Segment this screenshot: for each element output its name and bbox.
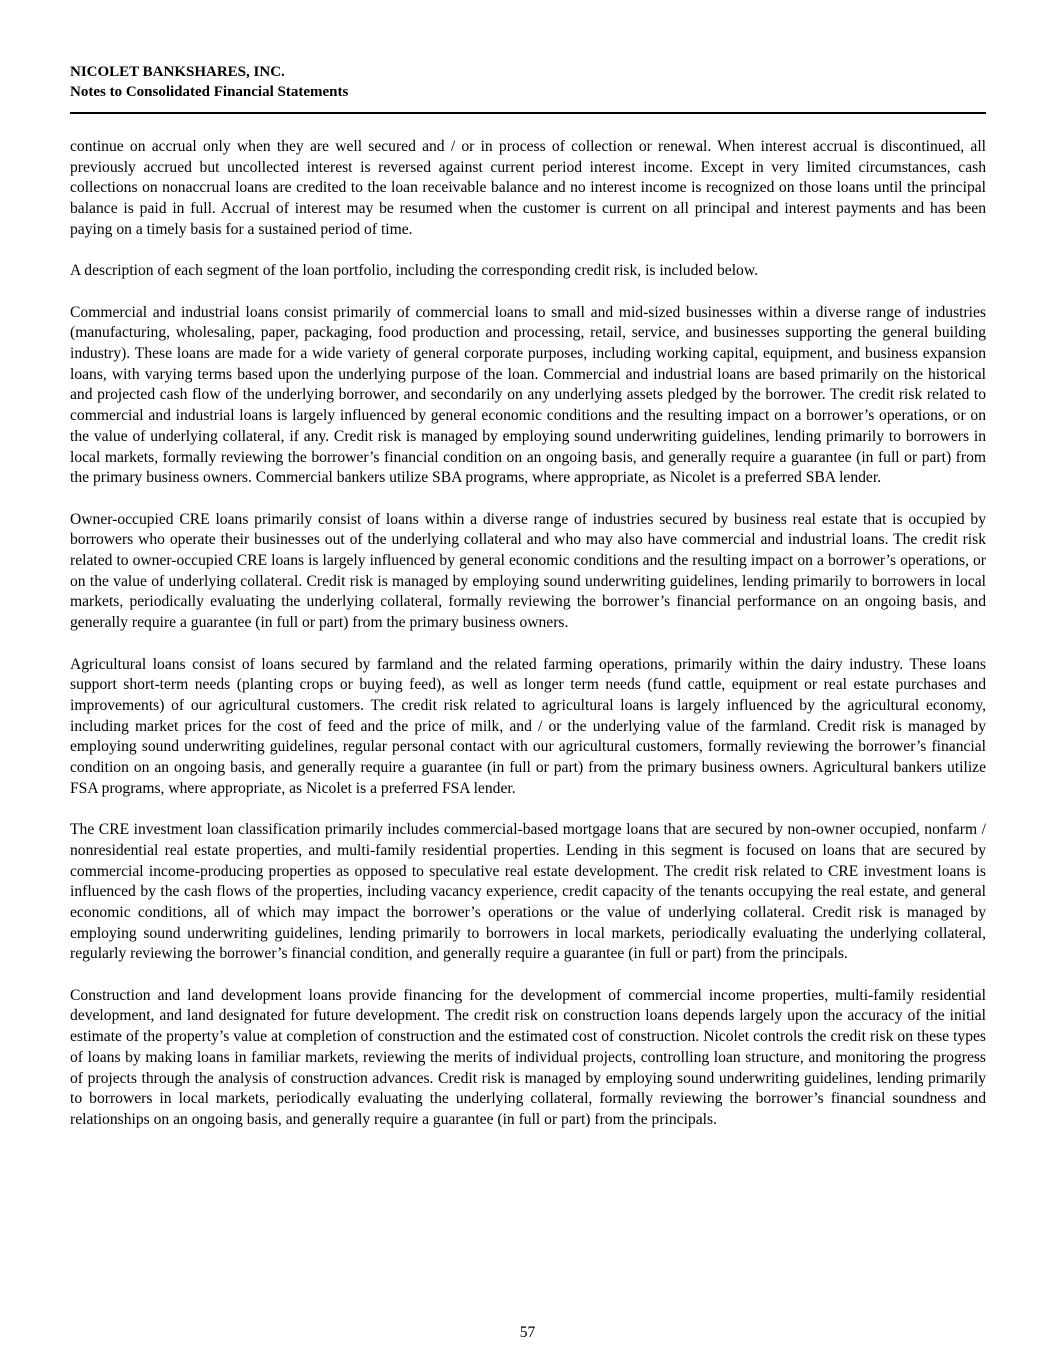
paragraph-accrual-continuation: continue on accrual only when they are well secured and / or in process of collection or renewal. When interest accrual is discontinued, all previously accrued but uncollected interest is reversed against current period interest income. Except in very limited circumstances, cash collections on nonaccrual loans are credited to the loan receivable balance and no interest income is recognized on those loans until the principal balance is paid in full. Accrual of interest may be resumed when the customer is current on all principal and interest payments and has been paying on a timely basis for a sustained period of time. <box>70 138 986 238</box>
document-body <box>70 137 986 1131</box>
document-subtitle: Notes to Consolidated Financial Statements <box>70 84 349 100</box>
paragraph-agricultural: Agricultural loans consist of loans secured by farmland and the related farming operations, primarily within the dairy industry. These loans support short-term needs (planting crops or buying feed), as well as longer term needs (fund cattle, equipment or real estate purchases and improvements) of our agricultural customers. The credit risk related to agricultural loans is largely influenced by the agricultural economy, including market prices for the cost of feed and the price of milk, and / or the underlying value of the farmland. Credit risk is managed by employing sound underwriting guidelines, regular personal contact with our agricultural customers, formally reviewing the borrower’s financial condition on an ongoing basis, and generally require a guarantee (in full or part) from the primary business owners. Agricultural bankers utilize FSA programs, where appropriate, as Nicolet is a preferred FSA lender. <box>70 655 986 797</box>
paragraph-owner-occupied-cre: Owner-occupied CRE loans primarily consist of loans within a diverse range of industries secured by business real estate that is occupied by borrowers who operate their businesses out of the underlying collateral and who may also have commercial and industrial loans. The credit risk related to owner-occupied CRE loans is largely influenced by general economic conditions and the resulting impact on a borrower’s operations, or on the value of underlying collateral. Credit risk is managed by employing sound underwriting guidelines, lending primarily to borrowers in local markets, periodically evaluating the underlying collateral, formally reviewing the borrower’s financial performance on an ongoing basis, and generally require a guarantee (in full or part) from the primary business owners. <box>70 510 986 632</box>
page-header <box>70 62 986 114</box>
paragraph-commercial-industrial: Commercial and industrial loans consist primarily of commercial loans to small and mid-sized businesses within a diverse range of industries (manufacturing, wholesaling, paper, packaging, food production and processing, retail, service, and businesses supporting the general building industry). These loans are made for a wide variety of general corporate purposes, including working capital, equipment, and business expansion loans, with varying terms based upon the underlying purpose of the loan. Commercial and industrial loans are based primarily on the historical and projected cash flow of the underlying borrower, and secondarily on any underlying assets pledged by the borrower. The credit risk related to commercial and industrial loans is largely influenced by general economic conditions and the resulting impact on a borrower’s operations, or on the value of underlying collateral, if any. Credit risk is managed by employing sound underwriting guidelines, lending primarily to borrowers in local markets, formally reviewing the borrower’s financial condition on an ongoing basis, and generally require a guarantee (in full or part) from the primary business owners. Commercial bankers utilize SBA programs, where appropriate, as Nicolet is a preferred SBA lender. <box>70 303 986 487</box>
paragraph-cre-investment: The CRE investment loan classification primarily includes commercial-based mortgage loans that are secured by non-owner occupied, nonfarm / nonresidential real estate properties, and multi-family residential properties. Lending in this segment is focused on loans that are secured by commercial income-producing properties as opposed to speculative real estate development. The credit risk related to CRE investment loans is influenced by the cash flows of the properties, including vacancy experience, credit capacity of the tenants occupying the real estate, and general economic conditions, all of which may impact the borrower’s operations or the value of underlying collateral. Credit risk is managed by employing sound underwriting guidelines, lending primarily to borrowers in local markets, periodically evaluating the underlying collateral, regularly reviewing the borrower’s financial condition, and generally require a guarantee (in full or part) from the principals. <box>70 821 986 963</box>
paragraph-construction-land: Construction and land development loans provide financing for the development of commercial income properties, multi-family residential development, and land designated for future development. The credit risk on construction loans depends largely upon the accuracy of the initial estimate of the property’s value at completion of construction and the estimated cost of construction. Nicolet controls the credit risk on these types of loans by making loans in familiar markets, reviewing the merits of individual projects, controlling loan structure, and monitoring the progress of projects through the analysis of construction advances. Credit risk is managed by employing sound underwriting guidelines, lending primarily to borrowers in local markets, periodically evaluating the underlying collateral, formally reviewing the borrower’s financial soundness and relationships on an ongoing basis, and generally require a guarantee (in full or part) from the principals. <box>70 986 986 1128</box>
document-page <box>70 62 986 1151</box>
paragraph-segment-intro: A description of each segment of the loan portfolio, including the corresponding credit risk, is included below. <box>70 262 758 280</box>
company-name: NICOLET BANKSHARES, INC. <box>70 64 285 80</box>
header-divider <box>70 112 986 114</box>
page-number: 57 <box>519 1324 536 1341</box>
